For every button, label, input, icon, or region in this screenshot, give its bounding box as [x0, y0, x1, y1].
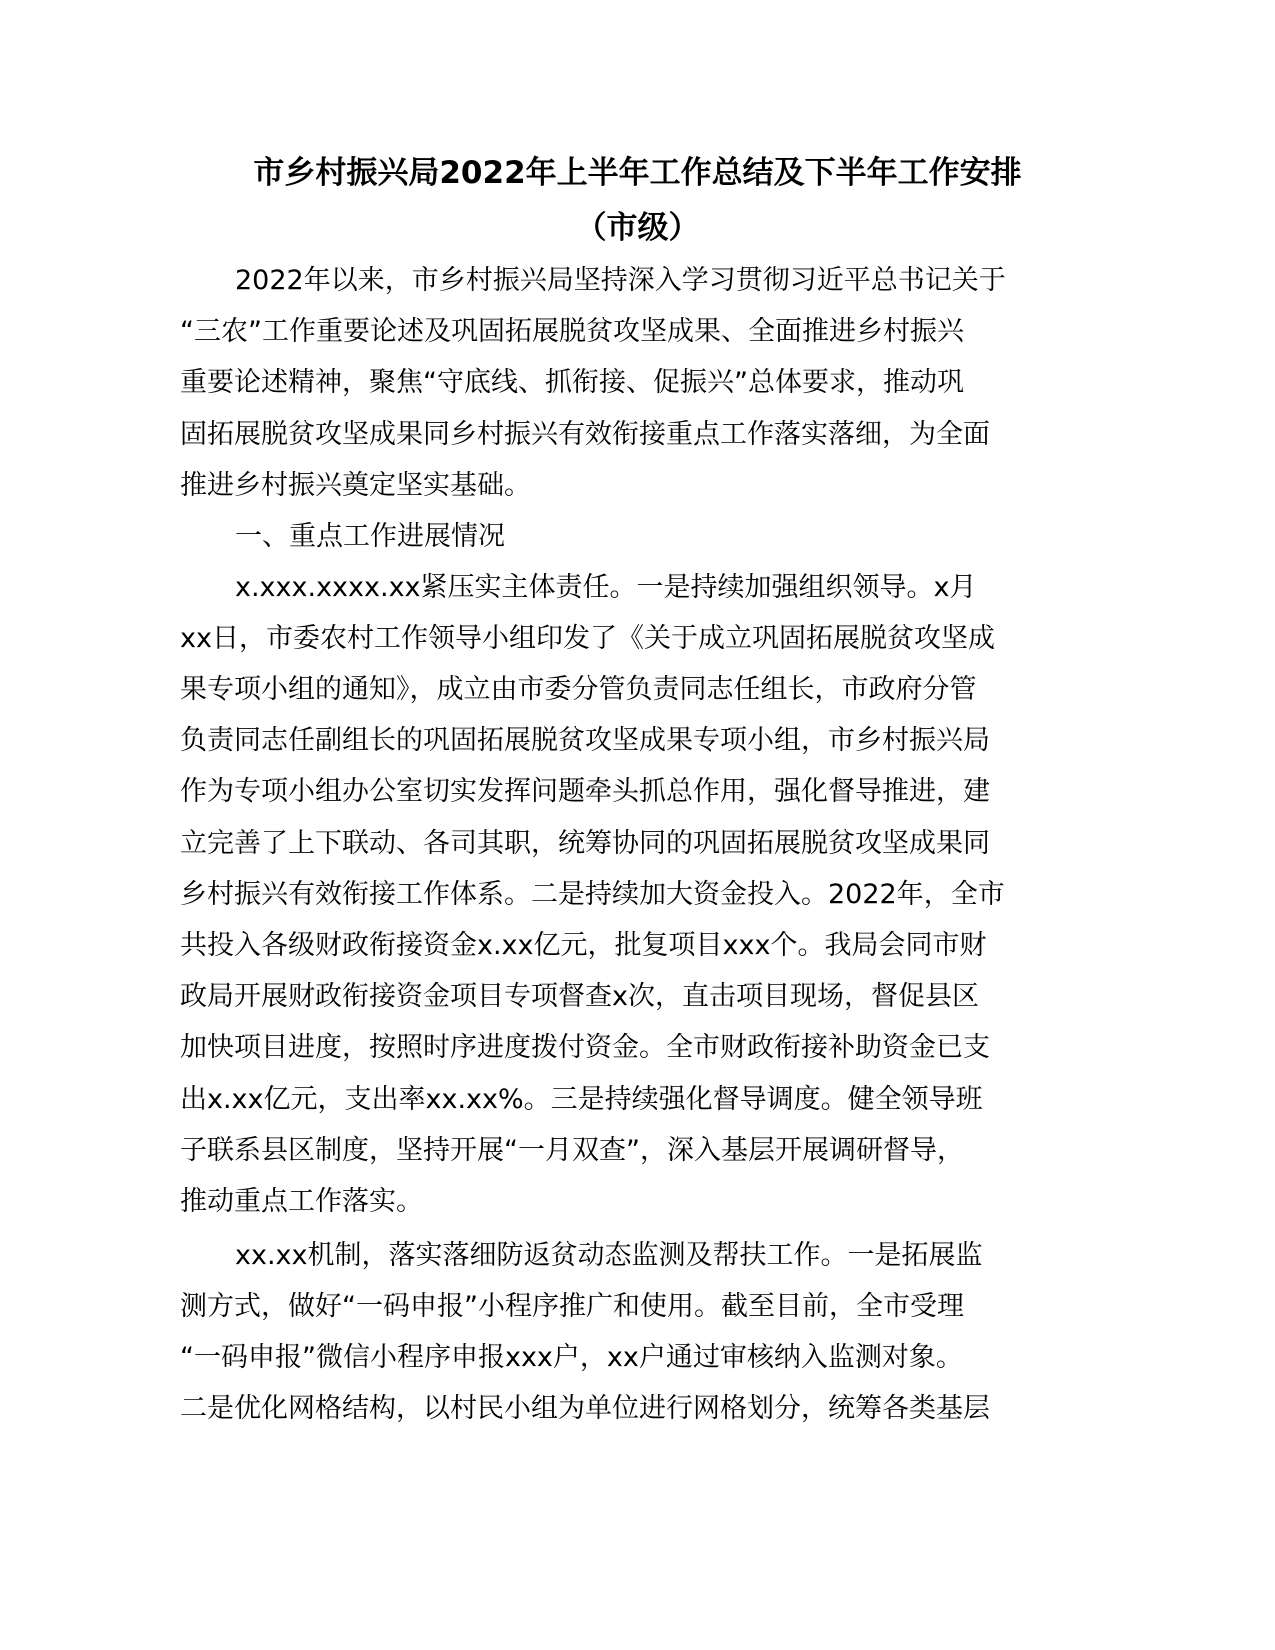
body-text-line: xx.xx机制，落实落细防返贫动态监测及帮扶工作。一是拓展监 — [235, 1240, 983, 1271]
body-text-line: “一码申报”微信小程序申报xxx户，xx户通过审核纳入监测对象。 — [180, 1342, 963, 1373]
body-text-line: 共投入各级财政衔接资金x.xx亿元，批复项目xxx个。我局会同市财 — [180, 930, 987, 961]
body-text-line: 政局开展财政衔接资金项目专项督查x次，直击项目现场，督促县区 — [180, 981, 979, 1012]
body-text-line: 推动重点工作落实。 — [180, 1186, 423, 1217]
body-text-line: 立完善了上下联动、各司其职，统筹协同的巩固拓展脱贫攻坚成果同 — [180, 828, 990, 859]
body-text-line: 重要论述精神，聚焦“守底线、抓衔接、促振兴”总体要求，推动巩 — [180, 367, 964, 398]
body-text-line: 子联系县区制度，坚持开展“一月双查”，深入基层开展调研督导， — [180, 1135, 964, 1166]
body-text-line: 乡村振兴有效衔接工作体系。二是持续加大资金投入。2022年，全市 — [180, 879, 1005, 910]
body-text-line: x.xxx.xxxx.xx紧压实主体责任。一是持续加强组织领导。x月 — [235, 572, 977, 603]
body-text-line: xx日，市委农村工作领导小组印发了《关于成立巩固拓展脱贫攻坚成 — [180, 623, 995, 654]
body-text-line: 固拓展脱贫攻坚成果同乡村振兴有效衔接重点工作落实落细，为全面 — [180, 419, 990, 450]
body-text-line: 负责同志任副组长的巩固拓展脱贫攻坚成果专项小组，市乡村振兴局 — [180, 725, 990, 756]
section-heading: 一、重点工作进展情况 — [235, 521, 505, 552]
body-text-line: 出x.xx亿元，支出率xx.xx%。三是持续强化督导调度。健全领导班 — [180, 1084, 983, 1115]
body-text-line: 测方式，做好“一码申报”小程序推广和使用。截至目前，全市受理 — [180, 1291, 964, 1322]
document-title: 市乡村振兴局2022年上半年工作总结及下半年工作安排 — [253, 155, 1022, 191]
body-text-line: 加快项目进度，按照时序进度拨付资金。全市财政衔接补助资金已支 — [180, 1032, 990, 1063]
body-text-line: 2022年以来，市乡村振兴局坚持深入学习贯彻习近平总书记关于 — [235, 265, 1006, 296]
body-text-line: 果专项小组的通知》，成立由市委分管负责同志任组长，市政府分管 — [180, 674, 977, 705]
document-subtitle: （市级） — [575, 210, 700, 246]
body-text-line: “三农”工作重要论述及巩固拓展脱贫攻坚成果、全面推进乡村振兴 — [180, 316, 964, 347]
body-text-line: 二是优化网格结构，以村民小组为单位进行网格划分，统筹各类基层 — [180, 1393, 990, 1424]
body-text-line: 推进乡村振兴奠定坚实基础。 — [180, 470, 531, 501]
body-text-line: 作为专项小组办公室切实发挥问题牵头抓总作用，强化督导推进，建 — [180, 776, 990, 807]
